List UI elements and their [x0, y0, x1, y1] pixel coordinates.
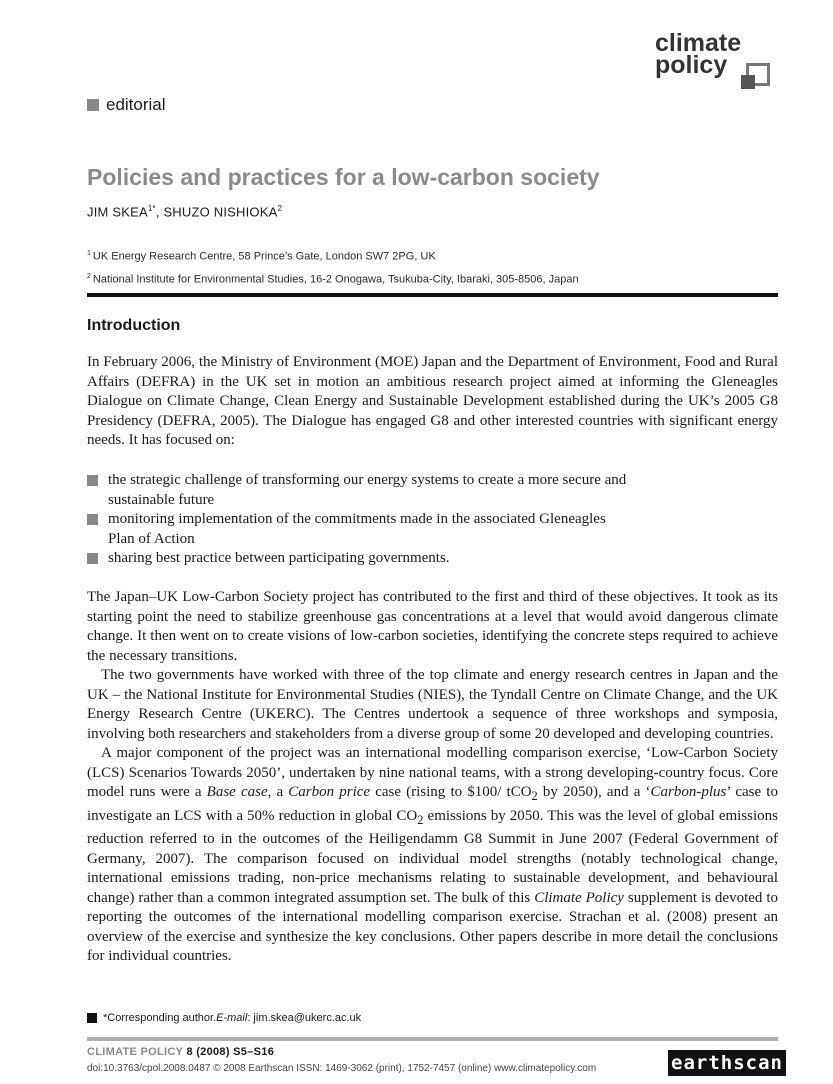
body-text [87, 588, 778, 967]
corresponding-author-footnote: *Corresponding author. E-mail : jim.skea@ukerc.ac.uk [87, 1012, 361, 1024]
author-name: SHUZO NISHIOKA [163, 204, 278, 220]
email-link[interactable]: : jim.skea@ukerc.ac.uk [247, 1012, 362, 1024]
square-bullet-icon [87, 553, 98, 564]
author-affil-mark: 2 [277, 204, 283, 213]
list-item: monitoring implementation of the commitments made in the associated Gleneagles Plan of Action [87, 510, 778, 549]
square-bullet-icon [87, 1013, 97, 1023]
section-tag: editorial [87, 95, 166, 115]
author-list [87, 204, 282, 219]
author-affil-mark: 1* [147, 204, 156, 213]
list-item: sharing best practice between participating governments. [87, 549, 778, 569]
publisher-logo: earthscan [668, 1050, 786, 1076]
paragraph: A major component of the project was an international modelling comparison exercise, ‘Low-Carbon Society (LCS) Scenarios Towards 2050’, undertaken by nine national teams, with a strong developing-country focus. Core model runs were a Base case, a Carbon price case (rising to $100/ tCO$_2$ by 2050), and a ‘Carbon-plus’ case to investigate an LCS with a 50% reduction in global $CO_2$ emissions by 2050. This was the level of global emissions reduction referred to in the outcomes of the Heiligendamm G8 Summit in June 2007 (Federal Government of Germany, 2007). The comparison focused on individual model strengths (notably technological change, international emissions trading, non-price mechanisms relating to sustainable development, and behavioural change) rather than a common integrated assumption set. The bulk of this Climate Policy supplement is devoted to reporting the outcomes of the international modelling comparison exercise. Strachan et al. (2008) present an overview of the exercise and synthesize the key conclusions. Other papers describe in more detail the conclusions for individual countries. [87, 745, 779, 964]
author-separator: , [155, 204, 164, 220]
bullet-list [87, 471, 778, 569]
paragraph: The two governments have worked with three of the top climate and energy research centres in Japan and the UK – the National Institute for Environmental Studies (NIES), the Tyndall Centre on Climate Change, and the UK Energy Research Centre (UKERC). The Centres undertook a sequence of three workshops and symposia, involving both researchers and stakeholders from a diverse group of some 20 developed and developing countries. [87, 667, 778, 742]
header-divider [87, 293, 778, 297]
list-item: the strategic challenge of transforming our energy systems to create a more secure and sustainable future [87, 471, 778, 510]
journal-citation: CLIMATE POLICY 8 (2008) S5–S16 [87, 1046, 275, 1058]
affiliations [87, 244, 579, 289]
affiliation: $^1$ UK Energy Research Centre, 58 Prince’s Gate, London SW7 2PG, UK [87, 250, 436, 263]
square-bullet-icon [87, 514, 98, 525]
square-bullet-icon [87, 475, 98, 486]
author-name: JIM SKEA [87, 204, 148, 220]
square-bullet-icon [87, 99, 99, 111]
article-title: Policies and practices for a low-carbon society [87, 164, 600, 190]
logo-wordmark: climate policy [655, 29, 742, 79]
section-heading: Introduction [87, 317, 181, 334]
doi-line: doi:10.3763/cpol.2008.0487 © 2008 Earthscan ISSN: 1469-3062 (print), 1752-7457 (online) www.climatepolicy.com [87, 1063, 597, 1074]
footer-divider [87, 1037, 778, 1041]
logo-filled-square-icon [741, 75, 755, 89]
journal-logo [645, 29, 775, 92]
affiliation: $^2$ National Institute for Environmental Studies, 16-2 Onogawa, Tsukuba-City, Ibaraki, 305-8506, Japan [87, 272, 579, 286]
paragraph: In February 2006, the Ministry of Environment (MOE) Japan and the Department of Environment, Food and Rural Affairs (DEFRA) in the UK set in motion an ambitious research project aimed at informing the Gleneagles Dialogue on Climate Change, Clean Energy and Sustainable Development established during the UK’s 2005 G8 Presidency (DEFRA, 2005). The Dialogue has engaged G8 and other interested countries with significant energy needs. It has focused on: [87, 354, 778, 448]
paragraph: The Japan–UK Low-Carbon Society project has contributed to the first and third of these objectives. It took as its starting point the need to stabilize greenhouse gas concentrations at a level that would avoid dangerous climate change. It then went on to create visions of low-carbon societies, identifying the concrete steps required to achieve the necessary transitions. [87, 589, 778, 664]
